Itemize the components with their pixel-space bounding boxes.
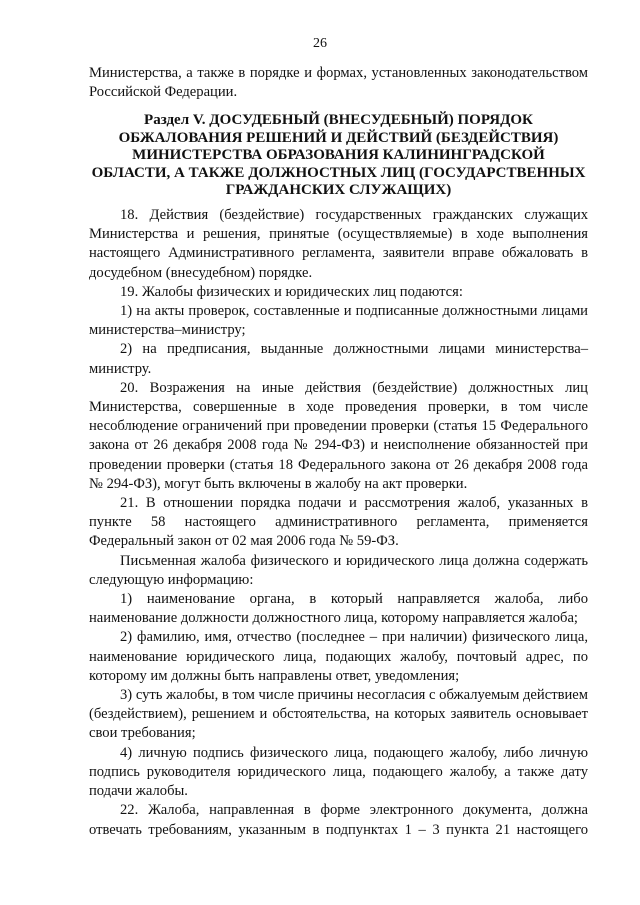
paragraph-complaint-item-3: 3) суть жалобы, в том числе причины несогласия с обжалуемым действием (бездействием), решением и обстоятельства, на которых заявитель основывает свои требования;	[89, 687, 588, 742]
paragraph-complaint-item-2: 2) фамилию, имя, отчество (последнее – при наличии) физического лица, наименование юридического лица, подающих жалобу, почтовый адрес, по которому им должны быть направлены ответ, уведомления;	[89, 629, 588, 684]
paragraph-19-item-2: 2) на предписания, выданные должностными лицами министерства–министру.	[89, 341, 588, 377]
paragraph-complaint-item-1: 1) наименование органа, в который направляется жалоба, либо наименование должности должностного лица, которому направляется жалоба;	[89, 591, 588, 627]
section-heading	[89, 112, 588, 200]
page-number: 26	[313, 36, 327, 51]
paragraph-19: 19. Жалобы физических и юридических лиц подаются:	[120, 283, 463, 300]
paragraph-written-complaint: Письменная жалоба физического и юридического лица должна содержать следующую информацию:	[89, 552, 588, 588]
intro-text	[89, 64, 588, 102]
section-heading-line: ОБЖАЛОВАНИЯ РЕШЕНИЙ И ДЕЙСТВИЙ (БЕЗДЕЙСТВИЯ)	[118, 129, 559, 146]
section-heading-line: ОБЛАСТИ, А ТАКЖЕ ДОЛЖНОСТНЫХ ЛИЦ (ГОСУДАРСТВЕННЫХ	[91, 164, 586, 181]
section-heading-line: МИНИСТЕРСТВА ОБРАЗОВАНИЯ КАЛИНИНГРАДСКОЙ	[132, 147, 545, 164]
paragraph-22: 22. Жалоба, направленная в форме электронного документа, должна отвечать требованиям, указанным в подпунктах 1 – 3 пункта 21 настоящего	[89, 802, 588, 838]
section-heading-line: ГРАЖДАНСКИХ СЛУЖАЩИХ)	[225, 182, 452, 199]
section-body	[89, 206, 588, 840]
paragraph-complaint-item-4: 4) личную подпись физического лица, подающего жалобу, либо личную подпись руководителя юридического лица, подающего жалобу, а также дату подачи жалобы.	[89, 744, 588, 800]
paragraph-21: 21. В отношении порядка подачи и рассмотрения жалоб, указанных в пункте 58 настоящего административного регламента, применяется Федеральный закон от 02 мая 2006 года № 59-ФЗ.	[89, 495, 588, 550]
paragraph-18: 18. Действия (бездействие) государственных гражданских служащих Министерства и решения, принятые (осуществляемые) в ходе выполнения настоящего Административного регламента, заявители вправе обжаловать в досудебном (внесудебном) порядке.	[89, 207, 588, 281]
intro-paragraph: Министерства, а также в порядке и формах, установленных законодательством Российской Федерации.	[89, 65, 588, 101]
paragraph-19-item-1: 1) на акты проверок, составленные и подписанные должностными лицами министерства–министру;	[89, 303, 588, 339]
section-heading-line: Раздел V. ДОСУДЕБНЫЙ (ВНЕСУДЕБНЫЙ) ПОРЯДОК	[144, 112, 533, 128]
paragraph-20: 20. Возражения на иные действия (бездействие) должностных лиц Министерства, совершенные в ходе проведения проверки, в том числе несоблюдение ограничений при проведении проверки (статья 15 Федерального закона от 26 декабря 2008 года № 294-ФЗ) и неисполнение обязанностей при проведении проверки (статья 18 Федерального закона от 26 декабря 2008 года № 294-ФЗ), могут быть включены в жалобу на акт проверки.	[89, 379, 588, 492]
